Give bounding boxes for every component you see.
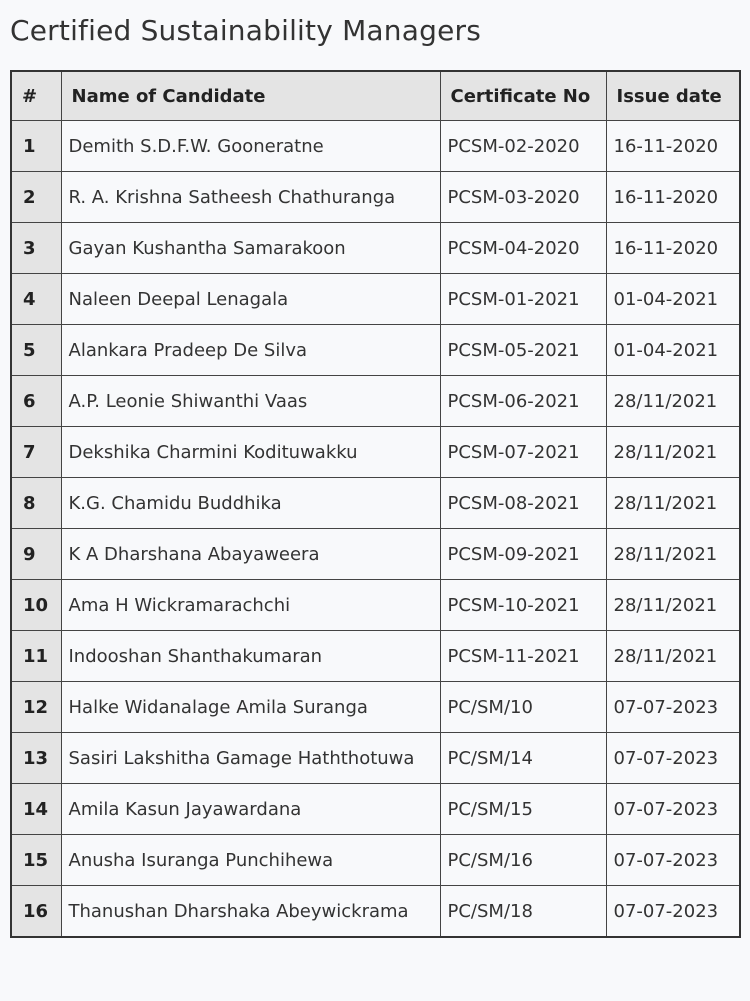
table-row — [11, 580, 740, 631]
issue-date: 07-07-2023 — [606, 733, 740, 784]
issue-date: 28/11/2021 — [606, 631, 740, 682]
table-row — [11, 529, 740, 580]
certificate-no: PCSM-06-2021 — [440, 376, 606, 427]
table-row — [11, 682, 740, 733]
table-row — [11, 886, 740, 938]
issue-date: 07-07-2023 — [606, 784, 740, 835]
certificate-no: PC/SM/16 — [440, 835, 606, 886]
table-row — [11, 325, 740, 376]
certificate-no: PCSM-05-2021 — [440, 325, 606, 376]
candidate-name: Ama H Wickramarachchi — [61, 580, 440, 631]
table-row — [11, 274, 740, 325]
table-row — [11, 376, 740, 427]
row-num: 9 — [11, 529, 61, 580]
issue-date: 28/11/2021 — [606, 427, 740, 478]
certificate-no: PCSM-09-2021 — [440, 529, 606, 580]
issue-date: 16-11-2020 — [606, 121, 740, 172]
certificate-no: PC/SM/14 — [440, 733, 606, 784]
table-row — [11, 478, 740, 529]
issue-date: 01-04-2021 — [606, 325, 740, 376]
table-row — [11, 784, 740, 835]
row-num: 13 — [11, 733, 61, 784]
row-num: 12 — [11, 682, 61, 733]
issue-date: 16-11-2020 — [606, 223, 740, 274]
candidate-name: Anusha Isuranga Punchihewa — [61, 835, 440, 886]
certificate-no: PCSM-10-2021 — [440, 580, 606, 631]
issue-date: 07-07-2023 — [606, 835, 740, 886]
row-num: 6 — [11, 376, 61, 427]
candidate-name: Naleen Deepal Lenagala — [61, 274, 440, 325]
certificate-no: PCSM-02-2020 — [440, 121, 606, 172]
candidate-name: Thanushan Dharshaka Abeywickrama — [61, 886, 440, 938]
table-row — [11, 835, 740, 886]
table-row — [11, 223, 740, 274]
candidate-name: Amila Kasun Jayawardana — [61, 784, 440, 835]
certificate-no: PCSM-11-2021 — [440, 631, 606, 682]
issue-date: 28/11/2021 — [606, 580, 740, 631]
candidate-name: Alankara Pradeep De Silva — [61, 325, 440, 376]
issue-date: 28/11/2021 — [606, 529, 740, 580]
header-row — [11, 71, 740, 121]
row-num: 7 — [11, 427, 61, 478]
candidate-name: R. A. Krishna Satheesh Chathuranga — [61, 172, 440, 223]
row-num: 15 — [11, 835, 61, 886]
candidate-name: K.G. Chamidu Buddhika — [61, 478, 440, 529]
header-num: # — [11, 71, 61, 121]
issue-date: 16-11-2020 — [606, 172, 740, 223]
row-num: 14 — [11, 784, 61, 835]
certificate-no: PC/SM/18 — [440, 886, 606, 938]
issue-date: 07-07-2023 — [606, 886, 740, 938]
issue-date: 07-07-2023 — [606, 682, 740, 733]
issue-date: 01-04-2021 — [606, 274, 740, 325]
candidate-name: Gayan Kushantha Samarakoon — [61, 223, 440, 274]
certificate-no: PC/SM/15 — [440, 784, 606, 835]
certificate-no: PCSM-08-2021 — [440, 478, 606, 529]
table-row — [11, 733, 740, 784]
row-num: 3 — [11, 223, 61, 274]
candidate-name: Dekshika Charmini Kodituwakku — [61, 427, 440, 478]
managers-table — [10, 70, 741, 938]
issue-date: 28/11/2021 — [606, 376, 740, 427]
certificate-no: PCSM-03-2020 — [440, 172, 606, 223]
table-body — [11, 121, 740, 938]
row-num: 11 — [11, 631, 61, 682]
table-row — [11, 427, 740, 478]
table-header — [11, 71, 740, 121]
header-date: Issue date — [606, 71, 740, 121]
candidate-name: Halke Widanalage Amila Suranga — [61, 682, 440, 733]
header-certificate: Certificate No — [440, 71, 606, 121]
row-num: 2 — [11, 172, 61, 223]
certificate-no: PCSM-07-2021 — [440, 427, 606, 478]
table-row — [11, 631, 740, 682]
candidate-name: Sasiri Lakshitha Gamage Haththotuwa — [61, 733, 440, 784]
row-num: 1 — [11, 121, 61, 172]
certificate-no: PCSM-01-2021 — [440, 274, 606, 325]
row-num: 16 — [11, 886, 61, 938]
table-row — [11, 172, 740, 223]
candidate-name: Demith S.D.F.W. Gooneratne — [61, 121, 440, 172]
page-title: Certified Sustainability Managers — [10, 14, 481, 47]
issue-date: 28/11/2021 — [606, 478, 740, 529]
row-num: 10 — [11, 580, 61, 631]
candidate-name: A.P. Leonie Shiwanthi Vaas — [61, 376, 440, 427]
certificate-no: PC/SM/10 — [440, 682, 606, 733]
table-row — [11, 121, 740, 172]
header-name: Name of Candidate — [61, 71, 440, 121]
certificate-no: PCSM-04-2020 — [440, 223, 606, 274]
row-num: 4 — [11, 274, 61, 325]
candidate-name: Indooshan Shanthakumaran — [61, 631, 440, 682]
row-num: 8 — [11, 478, 61, 529]
candidate-name: K A Dharshana Abayaweera — [61, 529, 440, 580]
row-num: 5 — [11, 325, 61, 376]
